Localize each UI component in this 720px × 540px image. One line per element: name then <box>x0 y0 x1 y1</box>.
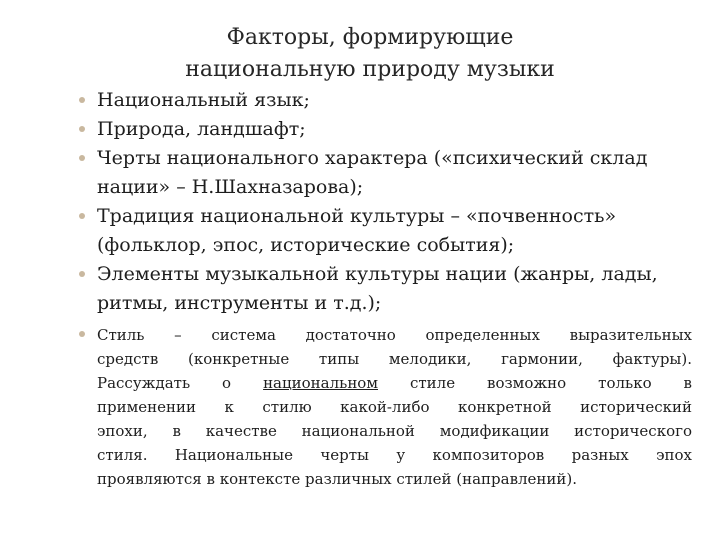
bullet-text-line: ритмы, инструменты и т.д.); <box>97 292 382 314</box>
bullet-item-elements <box>0 260 720 318</box>
style-line-3 <box>97 371 692 395</box>
style-line-2: средств (конкретные типы мелодики, гармонии, фактуры). <box>97 350 692 368</box>
bullet-item-character <box>0 144 720 202</box>
bullet-dot-icon <box>79 271 85 277</box>
national-underlined-word: национальном <box>263 374 379 392</box>
bullet-text-line: нации» – Н.Шахназарова); <box>97 176 364 198</box>
bullet-dot-icon <box>79 97 85 103</box>
title-line-1: Факторы, формирующие <box>226 25 514 50</box>
title-line-2: национальную природу музыки <box>185 57 555 82</box>
bullet-item-style <box>0 323 720 491</box>
style-line-5: эпохи, в качестве национальной модификации исторического <box>97 422 692 440</box>
bullet-list <box>0 86 720 491</box>
style-line-1: Стиль – система достаточно определенных выразительных <box>97 326 692 344</box>
bullet-dot-icon <box>79 126 85 132</box>
bullet-text-line: Традиция национальной культуры – «почвенность» <box>97 205 617 227</box>
style-line-3-end: стиле возможно только в <box>378 374 692 392</box>
slide-title <box>120 22 620 86</box>
bullet-item-nature <box>0 115 720 144</box>
style-line-3-start: Рассуждать о <box>97 374 264 392</box>
style-line-6: стиля. Национальные черты у композиторов разных эпох <box>97 446 692 464</box>
bullet-text-line: Элементы музыкальной культуры нации (жанры, лады, <box>97 263 658 285</box>
bullet-text: Природа, ландшафт; <box>97 118 306 140</box>
bullet-dot-icon <box>79 155 85 161</box>
bullet-item-tradition <box>0 202 720 260</box>
bullet-dot-icon <box>79 213 85 219</box>
bullet-text: Национальный язык; <box>97 89 310 111</box>
bullet-dot-icon <box>79 331 85 337</box>
style-line-7: проявляются в контексте различных стилей (направлений). <box>97 470 578 488</box>
style-line-4: применении к стилю какой-либо конкретной исторический <box>97 398 692 416</box>
bullet-item-language <box>0 86 720 115</box>
bullet-text-line: (фольклор, эпос, исторические события); <box>97 234 515 256</box>
bullet-text-line: Черты национального характера («психический склад <box>97 147 648 169</box>
